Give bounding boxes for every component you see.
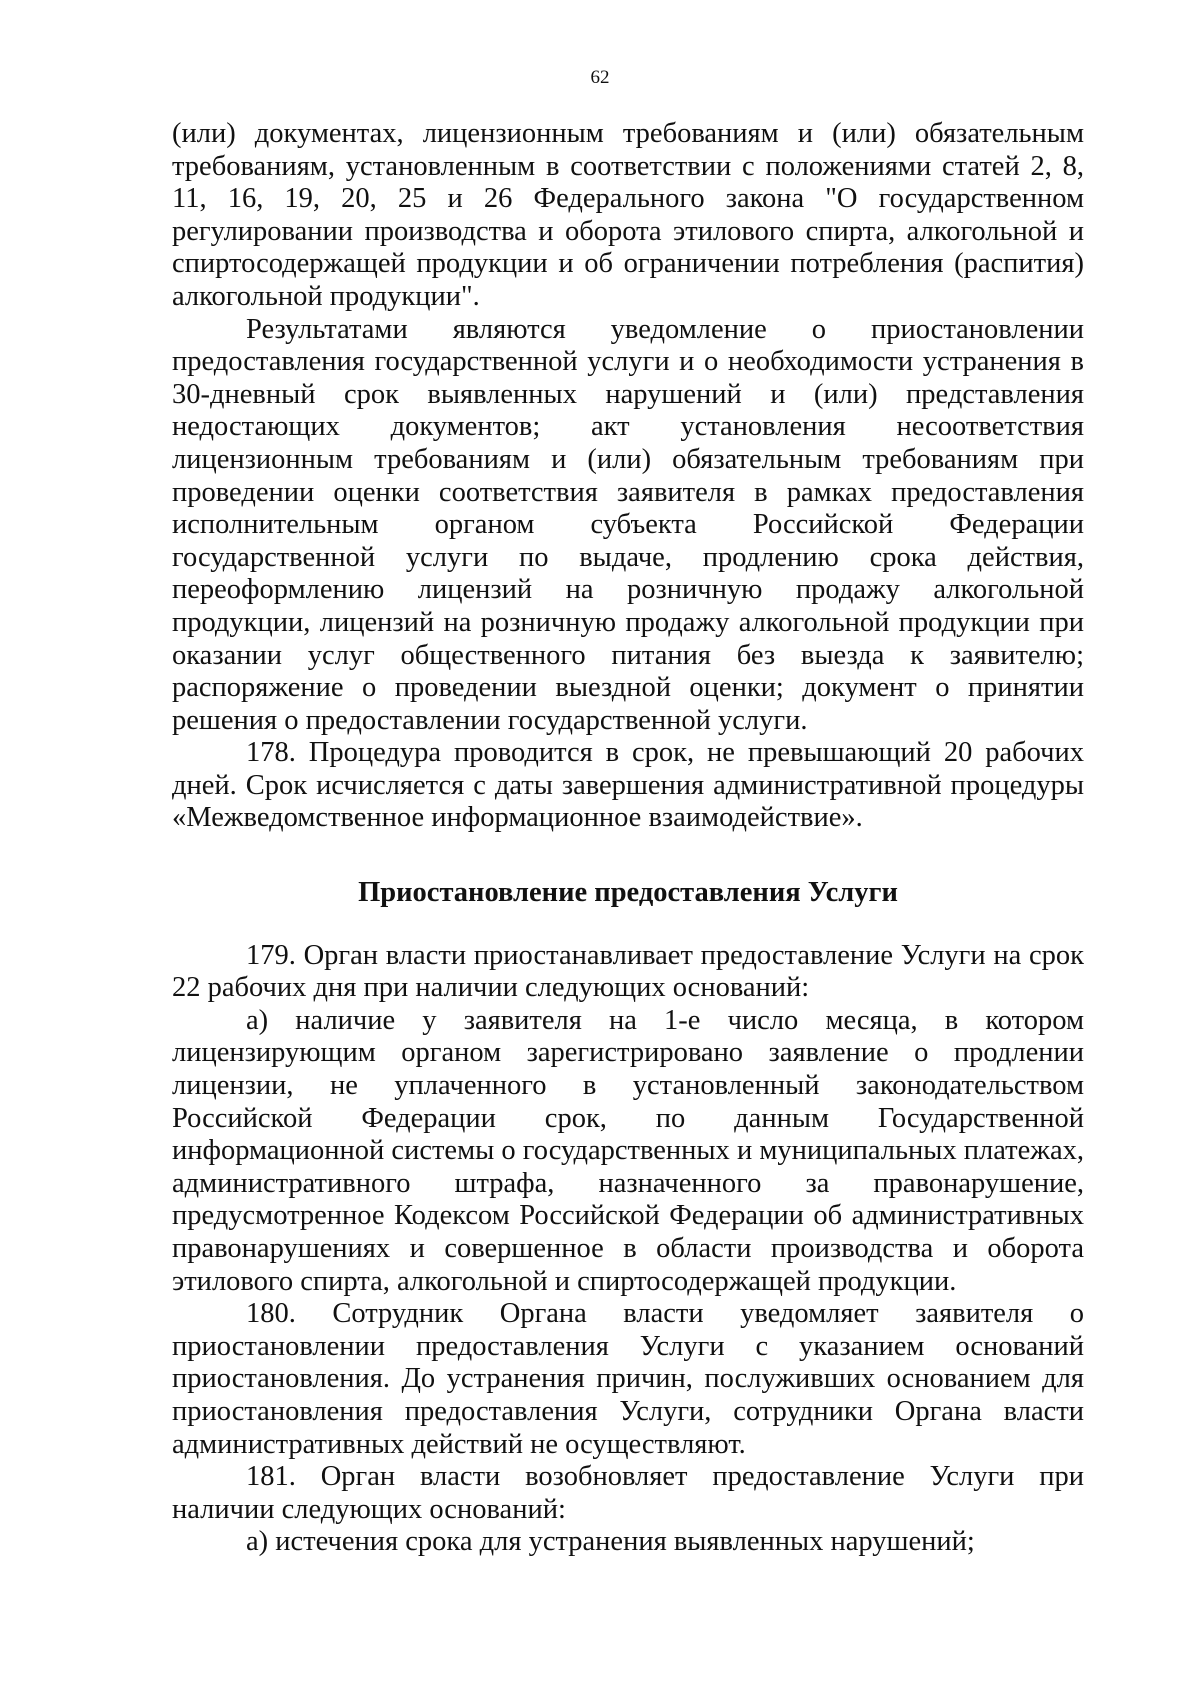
document-body bbox=[172, 118, 1084, 1559]
section-heading: Приостановление предоставления Услуги bbox=[358, 877, 898, 909]
paragraph-continuation: (или) документах, лицензионным требованиям и (или) обязательным требованиям, установленным в соответствии с положениями статей 2, 8, 11, 16, 19, 20, 25 и 26 Федерального закона "О государственном регулировании производства и оборота этилового спирта, алкогольной и спиртосодержащей продукции и об ограничении потребления (распития) алкогольной продукции". bbox=[172, 118, 1084, 312]
paragraph-180: 180. Сотрудник Органа власти уведомляет заявителя о приостановлении предоставления Услуги с указанием оснований приостановления. До устранения причин, послуживших основанием для приостановления предоставления Услуги, сотрудники Органа власти административных действий не осуществляют. bbox=[172, 1298, 1084, 1460]
paragraph-results: Результатами являются уведомление о приостановлении предоставления государственной услуги и о необходимости устранения в 30-дневный срок выявленных нарушений и (или) представления недостающих документов; акт установления несоответствия лицензионным требованиям и (или) обязательным требованиям при проведении оценки соответствия заявителя в рамках предоставления исполнительным органом субъекта Российской Федерации государственной услуги по выдаче, продлению срока действия, переоформлению лицензий на розничную продажу алкогольной продукции, лицензий на розничную продажу алкогольной продукции при оказании услуг общественного питания без выезда к заявителю; распоряжение о проведении выездной оценки; документ о принятии решения о предоставлении государственной услуги. bbox=[172, 313, 1084, 736]
paragraph-179: 179. Орган власти приостанавливает предоставление Услуги на срок 22 рабочих дня при наличии следующих оснований: bbox=[172, 939, 1084, 1004]
paragraph-179-a: а) наличие у заявителя на 1-е число месяца, в котором лицензирующим органом зарегистрировано заявление о продлении лицензии, не уплаченного в установленный законодательством Российской Федерации срок, по данным Государственной информационной системы о государственных и муниципальных платежах, административного штрафа, назначенного за правонарушение, предусмотренное Кодексом Российской Федерации об административных правонарушениях и совершенное в области производства и оборота этилового спирта, алкогольной и спиртосодержащей продукции. bbox=[172, 1004, 1084, 1297]
paragraph-181: 181. Орган власти возобновляет предоставление Услуги при наличии следующих оснований: bbox=[172, 1461, 1084, 1525]
page-number: 62 bbox=[590, 67, 610, 88]
paragraph-178: 178. Процедура проводится в срок, не превышающий 20 рабочих дней. Срок исчисляется с даты завершения административной процедуры «Межведомственное информационное взаимодействие». bbox=[172, 737, 1084, 834]
paragraph-181-a: а) истечения срока для устранения выявленных нарушений; bbox=[246, 1526, 975, 1558]
